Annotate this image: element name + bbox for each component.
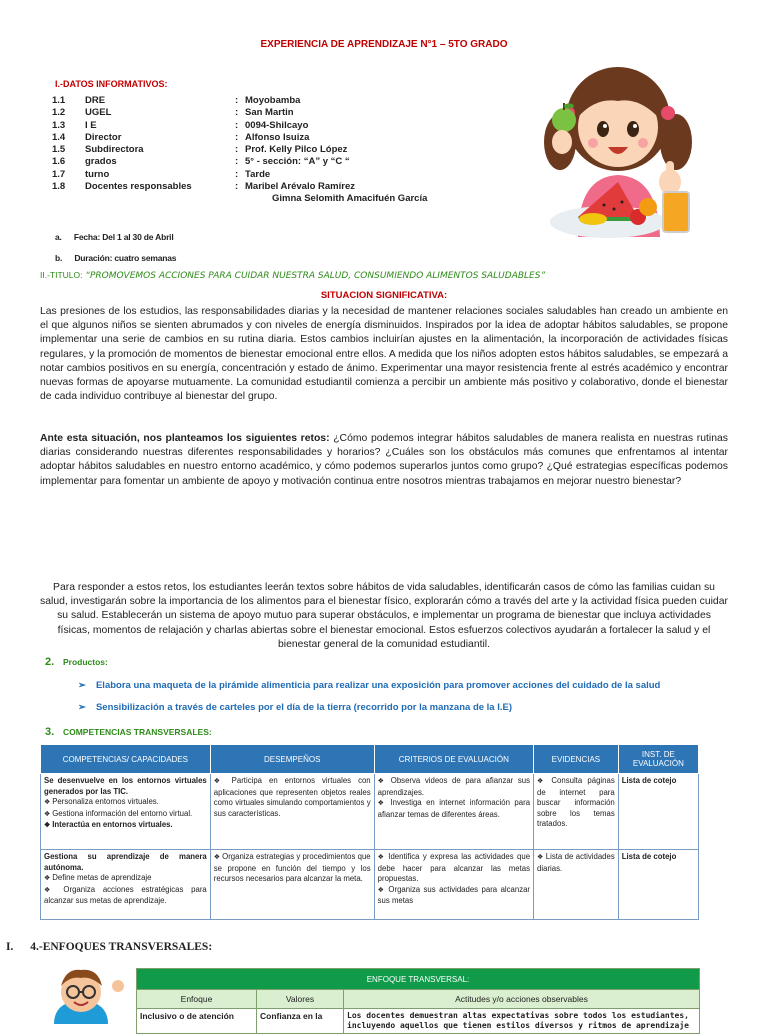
datos-separator: : — [235, 144, 239, 156]
producto-item-text: Sensibilización a través de carteles por el día de la tierra (recorrido por la manzana de la I.E) — [95, 702, 513, 713]
col-evidencias: EVIDENCIAS — [534, 745, 619, 774]
fecha-row — [55, 232, 174, 242]
desempeno-cell — [210, 774, 374, 850]
capacidad-item: ❖ Personaliza entornos virtuales. — [44, 797, 207, 809]
datos-label: UGEL — [85, 107, 112, 119]
arrow-right-icon: ➢ — [78, 702, 86, 713]
capacidad-item: ❖ Define metas de aprendizaje — [44, 873, 207, 885]
datos-label: Director — [85, 131, 122, 143]
situacion-heading: SITUACION SIGNIFICATIVA: — [320, 290, 448, 301]
producto-item — [78, 702, 512, 713]
table-header-row — [41, 745, 699, 774]
competencia-cell — [41, 774, 211, 850]
datos-row — [52, 156, 355, 168]
respuesta-paragraph: Para responder a estos retos, los estudiantes leerán textos sobre hábitos de vida saludables, identificarán casos de cómo las familias cuidan su salud, investigarán sobre la importancia de los alimentos para el bienestar físico, explorarán cómo a través del arte y la actividad física pueden cuidar su salud. Establecerán un sistema de apoyo mutuo para superar obstáculos, e implementar un programa de bienestar que incluya actividades físicas, momentos de relajación y charlas abiertas sobre el bienestar emocional. Estos esfuerzos colectivos ayudarán a fortalecer la salud y el bienestar general de la comunidad estudiantil. — [40, 582, 728, 650]
datos-number: 1.1 — [52, 95, 66, 106]
fecha-letter: a. — [55, 232, 62, 242]
datos-row — [52, 107, 355, 119]
datos-label: DRE — [85, 95, 106, 106]
col-criterios: CRITERIOS DE EVALUACIÓN — [374, 745, 533, 774]
desempeno-text: ❖ Organiza estrategias y procedimientos que se propone en función del tiempo y los recursos necesarios para alcanzar la meta. — [214, 852, 371, 885]
enfoques-roman: I. — [6, 941, 14, 953]
desempeno-text: ❖ Participa en entornos virtuales con aplicaciones que representen objetos reales como virtuales simulando comportamientos y sus características. — [214, 776, 371, 819]
fecha-text: Fecha: Del 1 al 30 de Abril — [73, 232, 174, 242]
evidencia-cell — [534, 774, 619, 850]
datos-value: 5° - sección: “A” y “C “ — [245, 156, 350, 168]
duracion-row — [55, 253, 176, 263]
datos-number: 1.2 — [52, 107, 66, 119]
criterios-cell — [374, 850, 533, 920]
enfoque-table — [136, 968, 700, 1034]
datos-separator: : — [235, 168, 239, 180]
titulo-text: “PROMOVEMOS ACCIONES PARA CUIDAR NUESTRA SALUD, CONSUMIENDO ALIMENTOS SALUDABLES” — [85, 271, 546, 281]
datos-label: Subdirectora — [85, 144, 144, 156]
datos-value: Tarde — [245, 168, 271, 180]
retos-paragraph — [40, 432, 728, 489]
table-row — [41, 850, 699, 920]
datos-label: turno — [85, 168, 110, 180]
table-row — [137, 1009, 700, 1034]
arrow-right-icon: ➢ — [78, 680, 86, 691]
duracion-letter: b. — [55, 253, 63, 263]
datos-value: Moyobamba — [245, 95, 301, 106]
datos-number: 1.6 — [52, 156, 66, 168]
enfoque-table-title: ENFOQUE TRANSVERSAL: — [137, 969, 700, 990]
datos-separator: : — [235, 119, 239, 131]
datos-number: 1.3 — [52, 119, 66, 131]
criterio-item: ❖ Organiza sus actividades para alcanzar sus metas — [378, 885, 530, 907]
evidencia-text: ❖ Consulta páginas de internet para buscar información sobre los temas tratados. — [537, 776, 615, 830]
datos-separator: : — [235, 181, 239, 193]
capacidad-item: ❖ Interactúa en entornos virtuales. — [44, 820, 207, 832]
retos-intro: Ante esta situación, nos planteamos los siguientes retos: — [40, 433, 330, 444]
col-instrumento: INST. DE EVALUACIÓN — [618, 745, 698, 774]
datos-value: Alfonso Isuiza — [245, 131, 310, 143]
instrumento-text: Lista de cotejo — [621, 776, 677, 785]
productos-label: Productos: — [62, 657, 108, 667]
instrumento-cell — [618, 774, 698, 850]
col-competencias: COMPETENCIAS/ CAPACIDADES — [41, 745, 211, 774]
competencias-label: COMPETENCIAS TRANSVERSALES: — [62, 727, 212, 737]
datos-value: Maribel Arévalo Ramírez — [245, 181, 355, 193]
evidencia-text: ❖ Lista de actividades diarias. — [537, 852, 615, 874]
document-title: EXPERIENCIA DE APRENDIZAJE N°1 – 5TO GRADO — [260, 39, 508, 50]
instrumento-text: Lista de cotejo — [621, 852, 677, 861]
datos-row — [52, 132, 355, 144]
criterio-item: ❖ Identifica y expresa las actividades que debe hacer para alcanzar las metas propuestas. — [378, 852, 530, 885]
datos-value: San Martin — [245, 107, 294, 119]
actitud-cell: Los docentes demuestran altas expectativas sobre todos los estudiantes, incluyendo aquellos que tienen estilos diversos y ritmos de aprendizaje — [344, 1009, 700, 1034]
datos-label: I E — [85, 119, 97, 131]
datos-separator: : — [235, 107, 239, 119]
duracion-text: Duración: cuatro semanas — [74, 253, 177, 263]
col-actitudes: Actitudes y/o acciones observables — [344, 990, 700, 1009]
evidencia-cell — [534, 850, 619, 920]
competencias-table — [40, 744, 699, 920]
datos-label: grados — [85, 156, 117, 168]
enfoque-cell: Inclusivo o de atención — [137, 1009, 257, 1034]
capacidad-item: ❖ Gestiona información del entorno virtual. — [44, 809, 207, 821]
datos-list — [52, 95, 355, 193]
enfoques-heading — [6, 941, 212, 953]
situacion-paragraph: Las presiones de los estudios, las responsabilidades diarias y la necesidad de mantener relaciones sociales saludables han creado un ambiente en el que algunos niños se sienten abrumados y con niveles de energía disminuidos. Inspirados por la idea de adoptar hábitos saludables, se propone implementar una serie de cambios en su rutina diaria. Estos cambios incluirían ajustes en la alimentación, la incorporación de actividades físicas regulares, y la promoción de momentos de bienestar emocional entre ellos. A medida que los niños adopten estos hábitos saludables, se empezará a notar cambios positivos en su energía, concentración y estado de ánimo. Experimentar una mayor resistencia frente al estrés académico y encontrar nuevas formas de apoyarse mutuamente. La comunidad estudiantil comienza a percibir un ambiente más positivo y colaborativo, donde el bienestar de cada individuo contribuye al bienestar del grupo. — [40, 306, 728, 403]
datos-number: 1.8 — [52, 181, 66, 193]
datos-heading: I.-DATOS INFORMATIVOS: — [55, 79, 168, 89]
girl-eating-healthy-food-illustration — [538, 57, 698, 239]
datos-row — [52, 169, 355, 181]
datos-row — [52, 144, 355, 156]
competencias-heading — [45, 726, 212, 738]
datos-number: 1.4 — [52, 131, 66, 143]
table-row — [41, 774, 699, 850]
enfoque-header-row — [137, 990, 700, 1009]
datos-label: Docentes responsables — [85, 181, 192, 193]
datos-number: 1.7 — [52, 168, 66, 180]
competencias-num: 3. — [45, 726, 55, 738]
col-desempenos: DESEMPEÑOS — [210, 745, 374, 774]
datos-row — [52, 95, 355, 107]
criterios-cell — [374, 774, 533, 850]
instrumento-cell — [618, 850, 698, 920]
capacidad-item: ❖ Organiza acciones estratégicas para alcanzar sus metas de aprendizaje. — [44, 885, 207, 907]
competencia-name: Gestiona su aprendizaje de manera autónoma. — [44, 852, 207, 872]
titulo-label: II.-TITULO: — [40, 270, 83, 280]
boy-with-glasses-illustration — [36, 962, 126, 1024]
datos-separator: : — [235, 131, 239, 143]
datos-value: Prof. Kelly Pilco López — [245, 144, 348, 156]
desempeno-cell — [210, 850, 374, 920]
datos-row — [52, 120, 355, 132]
producto-item-text: Elabora una maqueta de la pirámide alimenticia para realizar una exposición para promover acciones del cuidado de la salud — [95, 680, 661, 691]
competencia-cell — [41, 850, 211, 920]
enfoques-label: 4.-ENFOQUES TRANSVERSALES: — [30, 941, 213, 953]
titulo-row — [40, 270, 545, 281]
col-enfoque: Enfoque — [137, 990, 257, 1009]
criterio-item: ❖ Observa videos de para afianzar sus aprendizajes. — [378, 776, 530, 798]
producto-item — [78, 680, 660, 691]
criterio-item: ❖ Investiga en internet información para afianzar temas de diferentes áreas. — [378, 798, 530, 820]
docente-2: Gimna Selomith Amacifuén García — [272, 193, 428, 204]
datos-value: 0094-Shilcayo — [245, 119, 309, 131]
productos-heading — [45, 656, 108, 668]
retos-text: ¿Cómo podemos integrar hábitos saludables de manera realista en nuestras rutinas diarias considerando nuestras diferentes responsabilidades y horarios? ¿Cuáles son los obstáculos más comunes que enfrentamos al intentar adoptar hábitos saludables en nuestro entorno académico, y cómo podemos superarlos juntos como grupo? ¿Qué estrategias específicas podemos implementar para fomentar un ambiente de apoyo y motivación continua entre nosotros mientras trabajamos en mejorar nuestro bienestar? — [40, 433, 728, 487]
col-valores: Valores — [257, 990, 344, 1009]
datos-separator: : — [235, 156, 239, 168]
datos-number: 1.5 — [52, 144, 66, 156]
productos-num: 2. — [45, 656, 55, 668]
datos-row — [52, 181, 355, 193]
datos-separator: : — [235, 95, 239, 106]
competencia-name: Se desenvuelve en los entornos virtuales generados por las TIC. — [44, 776, 207, 796]
valor-cell: Confianza en la — [257, 1009, 344, 1034]
